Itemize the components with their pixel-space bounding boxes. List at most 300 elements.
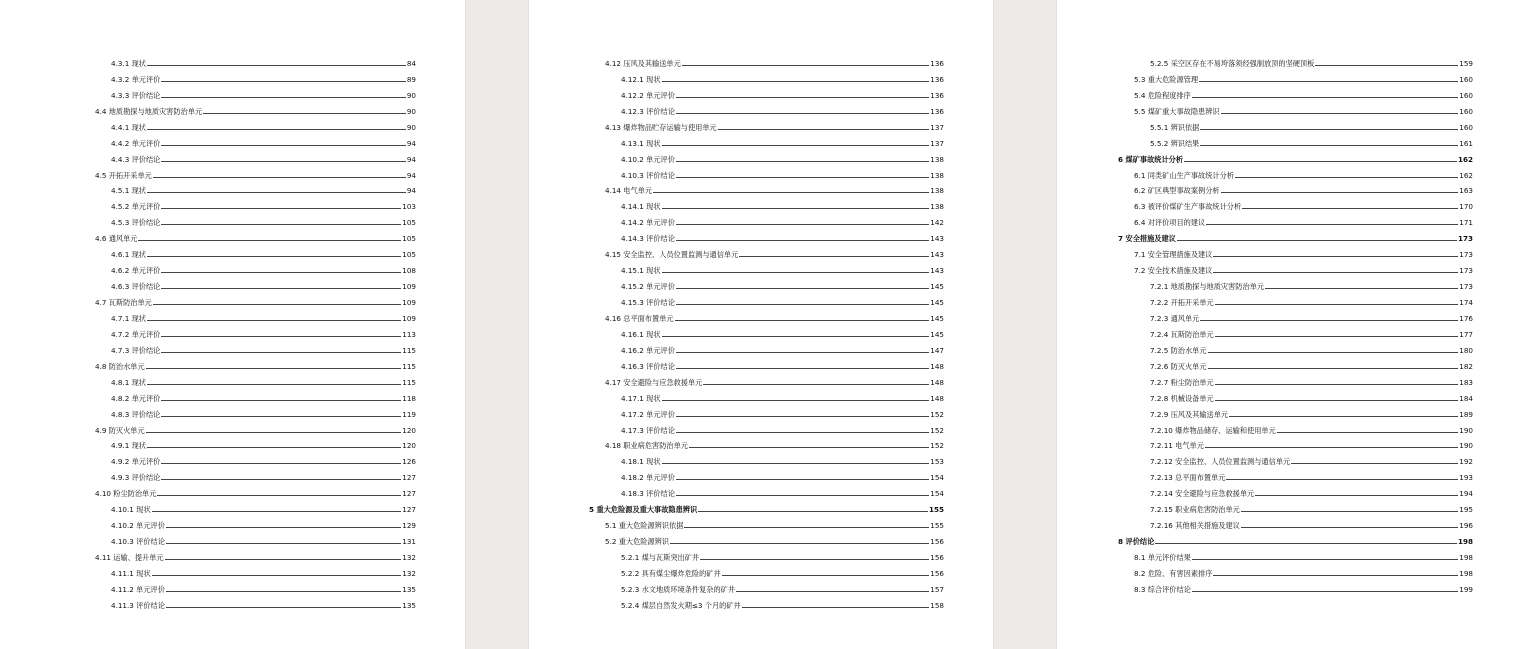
toc-entry[interactable] xyxy=(79,578,416,594)
toc-page-number: 156 xyxy=(930,568,944,578)
toc-entry[interactable] xyxy=(79,52,416,68)
toc-entry[interactable] xyxy=(589,403,944,419)
toc-entry[interactable] xyxy=(79,164,416,180)
toc-entry-title: 4.6.3 评价结论 xyxy=(111,282,161,292)
toc-entry[interactable] xyxy=(589,116,944,132)
toc-entry[interactable] xyxy=(79,562,416,578)
toc-entry-title: 6.4 对评价项目的建议 xyxy=(1134,218,1206,228)
toc-entry[interactable] xyxy=(589,435,944,451)
toc-entry[interactable] xyxy=(1118,339,1473,355)
toc-page-number: 127 xyxy=(402,505,416,515)
toc-entry-title: 7.2 安全技术措施及建议 xyxy=(1134,266,1213,276)
toc-leader-line xyxy=(698,511,928,512)
toc-entry-title: 4.16.2 单元评价 xyxy=(621,345,675,355)
toc-entry[interactable] xyxy=(79,387,416,403)
toc-entry[interactable] xyxy=(1118,514,1473,530)
toc-leader-line xyxy=(147,384,401,385)
toc-page-number: 177 xyxy=(1459,329,1473,339)
toc-leader-line xyxy=(1215,336,1459,337)
toc-page-number: 94 xyxy=(406,186,416,196)
toc-entry[interactable] xyxy=(589,259,944,275)
toc-page-number: 118 xyxy=(402,393,416,403)
toc-entry-title: 4.9 防灭火单元 xyxy=(95,425,145,435)
document-page-1 xyxy=(0,0,465,649)
toc-entry-title: 4.13.1 现状 xyxy=(621,138,661,148)
toc-entry[interactable] xyxy=(79,307,416,323)
toc-leader-line xyxy=(653,192,929,193)
toc-entry[interactable] xyxy=(589,562,944,578)
toc-entry-title: 5.5.1 辨识依据 xyxy=(1150,122,1200,132)
toc-leader-line xyxy=(676,352,929,353)
toc-entry[interactable] xyxy=(1118,164,1473,180)
toc-entry[interactable] xyxy=(589,227,944,243)
toc-entry[interactable] xyxy=(589,243,944,259)
toc-page-number: 143 xyxy=(930,250,944,260)
toc-entry[interactable] xyxy=(589,546,944,562)
toc-leader-line xyxy=(161,208,401,209)
toc-page-number: 198 xyxy=(1459,553,1473,562)
toc-entry[interactable] xyxy=(79,68,416,84)
toc-page-number: 94 xyxy=(406,170,416,180)
toc-entry[interactable] xyxy=(79,148,416,164)
toc-entry[interactable] xyxy=(79,323,416,339)
toc-entry-title: 4.16.3 评价结论 xyxy=(621,361,675,371)
toc-entry-title: 5.5.2 辨识结果 xyxy=(1150,138,1200,148)
toc-entry[interactable] xyxy=(1118,435,1473,451)
toc-page-number: 155 xyxy=(928,505,944,515)
toc-entry[interactable] xyxy=(1118,562,1473,578)
toc-entry[interactable] xyxy=(589,355,944,371)
toc-page-number: 161 xyxy=(1459,138,1473,148)
toc-leader-line xyxy=(1226,479,1458,480)
toc-leader-line xyxy=(147,320,401,321)
toc-entry-title: 4.8.1 现状 xyxy=(111,377,146,387)
toc-entry-title: 7.2.10 爆炸物品储存、运输和使用单元 xyxy=(1150,425,1276,435)
toc-page-number: 135 xyxy=(402,600,416,610)
toc-leader-line xyxy=(703,384,929,385)
toc-entry[interactable] xyxy=(1118,132,1473,148)
toc-entry[interactable] xyxy=(79,100,416,116)
toc-leader-line xyxy=(1192,591,1458,592)
toc-entry[interactable] xyxy=(589,594,944,610)
toc-leader-line xyxy=(1208,352,1459,353)
toc-entry-title: 4.5.3 评价结论 xyxy=(111,218,161,228)
toc-leader-line xyxy=(676,416,929,417)
toc-entry[interactable] xyxy=(589,100,944,116)
toc-entry[interactable] xyxy=(79,482,416,498)
toc-entry-title: 7.2.7 粉尘防治单元 xyxy=(1150,377,1214,387)
toc-entry[interactable] xyxy=(1118,323,1473,339)
toc-leader-line xyxy=(161,97,406,98)
toc-entry[interactable] xyxy=(1118,450,1473,466)
toc-entry-title: 4.10.3 评价结论 xyxy=(111,537,165,547)
toc-entry[interactable] xyxy=(1118,419,1473,435)
toc-entry-title: 4.9.3 评价结论 xyxy=(111,473,161,483)
toc-leader-line xyxy=(146,432,402,433)
toc-leader-line xyxy=(161,161,406,162)
toc-entry[interactable] xyxy=(1118,227,1473,243)
toc-leader-line xyxy=(166,607,401,608)
toc-entry-title: 7.2.12 安全监控、人员位置监测与通信单元 xyxy=(1150,457,1291,467)
toc-page-number: 152 xyxy=(930,425,944,435)
toc-entry-title: 4.8.2 单元评价 xyxy=(111,393,161,403)
toc-entry[interactable] xyxy=(79,514,416,530)
toc-page-number: 105 xyxy=(402,218,416,228)
toc-page-number: 119 xyxy=(402,409,416,419)
toc-entry[interactable] xyxy=(79,498,416,514)
toc-leader-line xyxy=(161,463,401,464)
toc-entry-title: 4.17.3 评价结论 xyxy=(621,425,675,435)
toc-entry-title: 4.14.1 现状 xyxy=(621,202,661,212)
toc-leader-line xyxy=(689,447,929,448)
toc-leader-line xyxy=(676,432,929,433)
toc-entry[interactable] xyxy=(589,291,944,307)
toc-leader-line xyxy=(662,336,930,337)
toc-entry[interactable] xyxy=(79,450,416,466)
toc-entry[interactable] xyxy=(1118,84,1473,100)
toc-leader-line xyxy=(1221,192,1459,193)
toc-entry[interactable] xyxy=(79,211,416,227)
toc-page-number: 199 xyxy=(1459,584,1473,594)
toc-leader-line xyxy=(161,145,406,146)
toc-page-number: 160 xyxy=(1459,122,1473,132)
toc-entry-title: 4.11.3 评价结论 xyxy=(111,600,165,610)
toc-page-number: 162 xyxy=(1457,154,1473,164)
toc-entry[interactable] xyxy=(1118,498,1473,514)
toc-entry[interactable] xyxy=(589,482,944,498)
toc-leader-line xyxy=(676,368,929,369)
toc-entry[interactable] xyxy=(1118,211,1473,227)
toc-entry-title: 4.17.2 单元评价 xyxy=(621,409,675,419)
toc-entry[interactable] xyxy=(79,243,416,259)
toc-entry-title: 4.10.2 单元评价 xyxy=(111,521,165,531)
toc-entry[interactable] xyxy=(1118,578,1473,594)
toc-page-number: 173 xyxy=(1459,282,1473,292)
toc-page-number: 156 xyxy=(930,553,944,562)
toc-page-number: 162 xyxy=(1459,170,1473,180)
toc-entry[interactable] xyxy=(589,307,944,323)
toc-entry[interactable] xyxy=(589,578,944,594)
toc-leader-line xyxy=(1192,559,1458,560)
toc-leader-line xyxy=(676,224,929,225)
toc-entry-title: 4.14 电气单元 xyxy=(605,186,653,196)
toc-page-number: 176 xyxy=(1459,313,1473,323)
toc-page-number: 195 xyxy=(1459,505,1473,515)
toc-entry[interactable] xyxy=(589,211,944,227)
toc-entry-title: 4.5.1 现状 xyxy=(111,186,146,196)
toc-page-number: 174 xyxy=(1459,298,1473,307)
toc-entry-title: 4.18.1 现状 xyxy=(621,457,661,467)
toc-entry-title: 4.7.1 现状 xyxy=(111,313,146,323)
toc-entry[interactable] xyxy=(79,227,416,243)
toc-entry[interactable] xyxy=(79,132,416,148)
toc-entry[interactable] xyxy=(589,498,944,514)
toc-entry-title: 4.14.3 评价结论 xyxy=(621,234,675,244)
toc-entry-title: 4.17 安全避险与应急救援单元 xyxy=(605,377,703,387)
toc-entry-title: 8 评价结论 xyxy=(1118,537,1155,547)
toc-entry[interactable] xyxy=(79,466,416,482)
toc-entry-title: 8.1 单元评价结果 xyxy=(1134,553,1191,562)
toc-page-number: 196 xyxy=(1459,521,1473,531)
toc-leader-line xyxy=(1241,527,1458,528)
toc-page-number: 145 xyxy=(930,282,944,292)
toc-leader-line xyxy=(1315,65,1458,66)
toc-leader-line xyxy=(676,304,929,305)
toc-entry[interactable] xyxy=(589,275,944,291)
toc-entry[interactable] xyxy=(589,419,944,435)
toc-entry-title: 7.2.3 通风单元 xyxy=(1150,313,1200,323)
toc-leader-line xyxy=(1205,447,1458,448)
toc-entry-title: 8.3 综合评价结论 xyxy=(1134,584,1191,594)
toc-page-number: 142 xyxy=(930,218,944,228)
toc-entry[interactable] xyxy=(1118,259,1473,275)
toc-entry-title: 6.2 矿区典型事故案例分析 xyxy=(1134,186,1220,196)
toc-entry-title: 4.10.2 单元评价 xyxy=(621,154,675,164)
toc-page-number: 94 xyxy=(406,154,416,164)
toc-leader-line xyxy=(718,129,930,130)
toc-entry[interactable] xyxy=(1118,52,1473,68)
toc-page-number: 154 xyxy=(930,473,944,483)
toc-leader-line xyxy=(682,65,929,66)
toc-page-number: 103 xyxy=(402,202,416,212)
toc-entry-title: 4.8.3 评价结论 xyxy=(111,409,161,419)
toc-page-number: 127 xyxy=(402,473,416,483)
toc-entry-title: 4.13 爆炸物品贮存运输与使用单元 xyxy=(605,122,717,132)
toc-entry-title: 5.4 危险程度排序 xyxy=(1134,90,1191,100)
toc-page-number: 198 xyxy=(1459,568,1473,578)
toc-entry[interactable] xyxy=(589,530,944,546)
toc-entry-title: 7.2.6 防灭火单元 xyxy=(1150,361,1207,371)
toc-page-number: 173 xyxy=(1459,250,1473,260)
toc-entry[interactable] xyxy=(589,450,944,466)
toc-entry[interactable] xyxy=(79,275,416,291)
toc-leader-line xyxy=(662,463,930,464)
toc-leader-line xyxy=(161,224,401,225)
toc-entry[interactable] xyxy=(1118,148,1473,164)
toc-leader-line xyxy=(1215,384,1459,385)
toc-leader-line xyxy=(1265,288,1458,289)
toc-leader-line xyxy=(147,256,401,257)
toc-leader-line xyxy=(1221,113,1459,114)
toc-leader-line xyxy=(147,65,406,66)
toc-leader-line xyxy=(722,575,930,576)
toc-entry-title: 4.7.2 单元评价 xyxy=(111,329,161,339)
document-page-3 xyxy=(1057,0,1523,649)
toc-page-number: 160 xyxy=(1459,106,1473,116)
toc-entry-title: 4.12 压风及其输送单元 xyxy=(605,58,681,68)
toc-entry[interactable] xyxy=(589,387,944,403)
toc-entry[interactable] xyxy=(589,148,944,164)
toc-page-number: 171 xyxy=(1459,218,1473,228)
toc-entry-title: 5.2.4 煤层自然发火期≤3 个月的矿井 xyxy=(621,600,741,610)
toc-entry-title: 7.2.9 压风及其输送单元 xyxy=(1150,409,1229,419)
toc-entry-title: 4.15 安全监控、人员位置监测与通信单元 xyxy=(605,250,739,260)
toc-entry-title: 4.4 地质勘探与地质灾害防治单元 xyxy=(95,106,203,116)
toc-leader-line xyxy=(161,288,401,289)
toc-leader-line xyxy=(147,447,401,448)
toc-entry-title: 4.4.1 现状 xyxy=(111,122,146,132)
toc-entry[interactable] xyxy=(79,291,416,307)
toc-entry-title: 7.2.16 其他相关措施及建议 xyxy=(1150,521,1240,531)
toc-entry[interactable] xyxy=(1118,482,1473,498)
toc-entry[interactable] xyxy=(1118,355,1473,371)
toc-leader-line xyxy=(161,352,401,353)
toc-page-number: 129 xyxy=(402,521,416,531)
toc-page-number: 152 xyxy=(930,409,944,419)
toc-entry[interactable] xyxy=(79,195,416,211)
toc-entry-title: 4.12.1 现状 xyxy=(621,74,661,84)
toc-entry[interactable] xyxy=(1118,530,1473,546)
toc-leader-line xyxy=(152,511,402,512)
toc-page-number: 109 xyxy=(402,298,416,307)
toc-page-number: 148 xyxy=(930,377,944,387)
toc-leader-line xyxy=(684,527,929,528)
toc-page-number: 154 xyxy=(930,489,944,499)
toc-entry-title: 6.3 被评价煤矿生产事故统计分析 xyxy=(1134,202,1242,212)
toc-leader-line xyxy=(1155,543,1457,544)
toc-entry[interactable] xyxy=(1118,68,1473,84)
toc-page-number: 115 xyxy=(402,361,416,371)
toc-entry-title: 4.16.1 现状 xyxy=(621,329,661,339)
toc-entry-title: 7.2.13 总平面布置单元 xyxy=(1150,473,1226,483)
toc-page-number: 126 xyxy=(402,457,416,467)
toc-leader-line xyxy=(1206,224,1458,225)
toc-leader-line xyxy=(161,81,406,82)
toc-entry[interactable] xyxy=(79,419,416,435)
toc-entry[interactable] xyxy=(1118,275,1473,291)
toc-page-number: 105 xyxy=(402,250,416,260)
toc-leader-line xyxy=(1213,272,1458,273)
toc-leader-line xyxy=(146,368,402,369)
toc-entry[interactable] xyxy=(79,403,416,419)
toc-entry-title: 8.2 危险、有害因素排序 xyxy=(1134,568,1213,578)
toc-entry[interactable] xyxy=(79,116,416,132)
toc-entry[interactable] xyxy=(589,180,944,196)
toc-entry[interactable] xyxy=(79,435,416,451)
toc-entry[interactable] xyxy=(79,530,416,546)
toc-leader-line xyxy=(676,495,929,496)
toc-entry-title: 4.10 粉尘防治单元 xyxy=(95,489,157,499)
toc-entry-title: 4.6 通风单元 xyxy=(95,234,138,244)
toc-entry[interactable] xyxy=(1118,403,1473,419)
toc-page-number: 148 xyxy=(930,393,944,403)
toc-entry-title: 4.15.1 现状 xyxy=(621,266,661,276)
toc-entry-title: 4.7.3 评价结论 xyxy=(111,345,161,355)
toc-entry[interactable] xyxy=(589,84,944,100)
toc-entry-title: 4.4.3 评价结论 xyxy=(111,154,161,164)
toc-entry[interactable] xyxy=(589,371,944,387)
toc-leader-line xyxy=(676,288,929,289)
toc-page-number: 109 xyxy=(402,282,416,292)
toc-entry[interactable] xyxy=(589,323,944,339)
toc-entry-title: 4.15.2 单元评价 xyxy=(621,282,675,292)
toc-entry[interactable] xyxy=(589,466,944,482)
toc-leader-line xyxy=(1215,304,1459,305)
toc-entry[interactable] xyxy=(589,514,944,530)
toc-entry-title: 7.2.14 安全避险与应急救援单元 xyxy=(1150,489,1255,499)
toc-list xyxy=(589,52,944,610)
toc-entry[interactable] xyxy=(1118,195,1473,211)
toc-entry-title: 4.16 总平面布置单元 xyxy=(605,313,674,323)
toc-leader-line xyxy=(1242,208,1458,209)
toc-entry-title: 4.10.3 评价结论 xyxy=(621,170,675,180)
toc-page-number: 153 xyxy=(930,457,944,467)
toc-leader-line xyxy=(1199,81,1458,82)
toc-leader-line xyxy=(1192,97,1458,98)
toc-page-number: 131 xyxy=(402,537,416,547)
toc-leader-line xyxy=(1213,256,1458,257)
toc-entry[interactable] xyxy=(589,132,944,148)
toc-leader-line xyxy=(676,479,929,480)
toc-leader-line xyxy=(166,591,401,592)
toc-entry-title: 7.2.15 职业病危害防治单元 xyxy=(1150,505,1240,515)
toc-page-number: 127 xyxy=(402,489,416,499)
toc-entry[interactable] xyxy=(1118,116,1473,132)
toc-entry[interactable] xyxy=(1118,466,1473,482)
toc-entry[interactable] xyxy=(79,371,416,387)
toc-page-number: 148 xyxy=(930,361,944,371)
toc-entry[interactable] xyxy=(1118,307,1473,323)
toc-entry[interactable] xyxy=(589,52,944,68)
toc-entry[interactable] xyxy=(1118,180,1473,196)
toc-leader-line xyxy=(676,177,929,178)
toc-entry-title: 4.8 防治水单元 xyxy=(95,361,145,371)
toc-entry[interactable] xyxy=(79,355,416,371)
toc-entry[interactable] xyxy=(589,339,944,355)
toc-page-number: 137 xyxy=(930,138,944,148)
toc-page-number: 190 xyxy=(1459,441,1473,451)
toc-entry[interactable] xyxy=(79,84,416,100)
toc-entry-title: 4.12.3 评价结论 xyxy=(621,106,675,116)
toc-entry[interactable] xyxy=(1118,291,1473,307)
toc-entry[interactable] xyxy=(1118,546,1473,562)
toc-page-number: 193 xyxy=(1459,473,1473,483)
toc-leader-line xyxy=(1215,400,1459,401)
toc-entry[interactable] xyxy=(589,195,944,211)
toc-entry-title: 4.9.2 单元评价 xyxy=(111,457,161,467)
toc-page-number: 89 xyxy=(406,74,416,84)
toc-entry-title: 4.9.1 现状 xyxy=(111,441,146,451)
toc-entry[interactable] xyxy=(79,594,416,610)
toc-entry-title: 4.3.2 单元评价 xyxy=(111,74,161,84)
toc-entry-title: 4.17.1 现状 xyxy=(621,393,661,403)
toc-entry-title: 5.2.5 采空区存在不易垮落须经强制放顶的坚硬顶板 xyxy=(1150,58,1315,68)
toc-entry[interactable] xyxy=(589,164,944,180)
toc-page-number: 115 xyxy=(402,377,416,387)
toc-entry[interactable] xyxy=(79,339,416,355)
toc-entry-title: 4.6.2 单元评价 xyxy=(111,266,161,276)
toc-entry-title: 4.3.3 评价结论 xyxy=(111,90,161,100)
toc-page-number: 138 xyxy=(930,202,944,212)
toc-entry[interactable] xyxy=(79,259,416,275)
toc-leader-line xyxy=(1200,145,1458,146)
toc-entry-title: 7 安全措施及建议 xyxy=(1118,234,1176,244)
toc-entry[interactable] xyxy=(1118,243,1473,259)
toc-entry[interactable] xyxy=(79,546,416,562)
toc-entry[interactable] xyxy=(589,68,944,84)
toc-entry[interactable] xyxy=(79,180,416,196)
toc-entry-title: 4.3.1 现状 xyxy=(111,58,146,68)
toc-page-number: 160 xyxy=(1459,90,1473,100)
toc-page-number: 192 xyxy=(1459,457,1473,467)
toc-page-number: 145 xyxy=(930,313,944,323)
toc-page-number: 120 xyxy=(402,425,416,435)
toc-leader-line xyxy=(670,543,929,544)
toc-entry[interactable] xyxy=(1118,100,1473,116)
toc-entry[interactable] xyxy=(1118,371,1473,387)
toc-page-number: 132 xyxy=(402,553,416,562)
toc-entry[interactable] xyxy=(1118,387,1473,403)
